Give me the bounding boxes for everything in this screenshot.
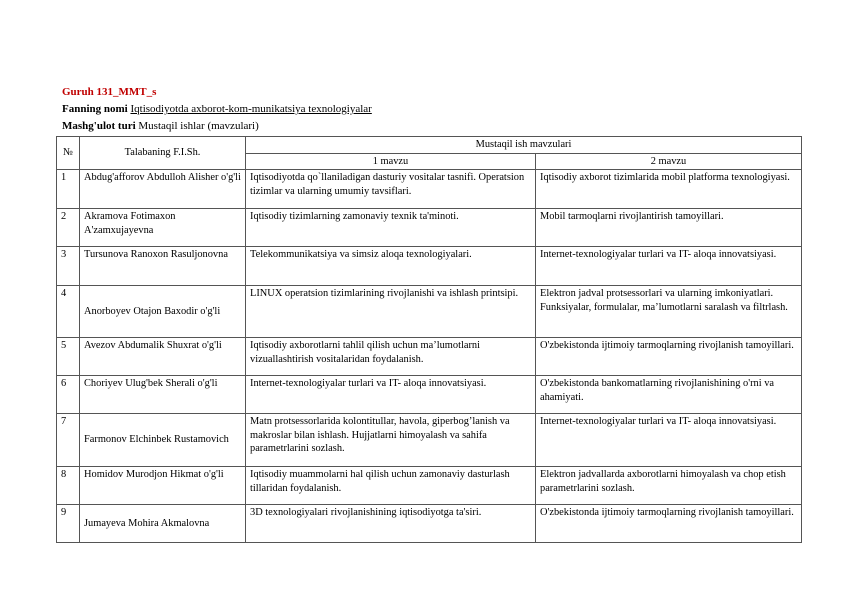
topic-1-cell: Iqtisodiyotda qo`llaniladigan dasturiy vositalar tasnifi. Operatsion tizimlar va ularning umumiy tavsiflari. xyxy=(246,170,536,209)
table-row xyxy=(57,170,802,209)
topic-1-cell: Internet-texnologiyalar turlari va IT- aloqa innovatsiyasi. xyxy=(246,376,536,414)
subject-line xyxy=(62,103,372,115)
topic-1-cell: Iqtisodiy muammolarni hal qilish uchun zamonaviy dasturlash tillaridan foydalanish. xyxy=(246,467,536,505)
header-num: № xyxy=(57,137,80,170)
header-student: Talabaning F.I.Sh. xyxy=(80,137,246,170)
student-name: Abdug'afforov Abdulloh Alisher o'g'li xyxy=(80,170,246,209)
lesson-type-line xyxy=(62,120,259,132)
group-title: Guruh 131_MMT_s xyxy=(62,86,157,98)
table-row xyxy=(57,505,802,543)
student-name: Anorboyev Otajon Baxodir o'g'li xyxy=(80,286,246,338)
topic-1-cell: Iqtisodiy axborotlarni tahlil qilish uchun ma’lumotlarni vizuallashtirish vositalaridan foydalanish. xyxy=(246,338,536,376)
row-number: 8 xyxy=(57,467,80,505)
topic-2-cell: Internet-texnologiyalar turlari va IT- aloqa innovatsiyasi. xyxy=(536,414,802,467)
row-number: 1 xyxy=(57,170,80,209)
student-name: Farmonov Elchinbek Rustamovich xyxy=(80,414,246,467)
lesson-type-value: Mustaqil ishlar (mavzulari) xyxy=(138,120,259,132)
header-topic-1: 1 mavzu xyxy=(246,153,536,170)
topic-2-cell: Elektron jadvallarda axborotlarni himoyalash va chop etish parametrlarini sozlash. xyxy=(536,467,802,505)
topic-1-cell: LINUX operatsion tizimlarining rivojlanishi va ishlash printsipi. xyxy=(246,286,536,338)
subject-value: Iqtisodiyotda axborot-kom-munikatsiya texnologiyalar xyxy=(130,103,372,115)
student-name: Homidov Murodjon Hikmat o'g'li xyxy=(80,467,246,505)
subject-label: Fanning nomi xyxy=(62,103,128,115)
table-row xyxy=(57,286,802,338)
header-topic-2: 2 mavzu xyxy=(536,153,802,170)
student-name: Choriyev Ulug'bek Sherali o'g'li xyxy=(80,376,246,414)
header-topics: Mustaqil ish mavzulari xyxy=(246,137,802,154)
assignments-table xyxy=(56,136,802,543)
row-number: 2 xyxy=(57,209,80,247)
table-row xyxy=(57,247,802,286)
row-number: 3 xyxy=(57,247,80,286)
topic-2-cell: Elektron jadval protsessorlari va ularning imkoniyatlari. Funksiyalar, formulalar, ma’lumotlarni saralash va filtrlash. xyxy=(536,286,802,338)
student-name: Akramova Fotimaxon A'zamxujayevna xyxy=(80,209,246,247)
topic-1-cell: Telekommunikatsiya va simsiz aloqa texnologiyalari. xyxy=(246,247,536,286)
table-row xyxy=(57,467,802,505)
student-name: Tursunova Ranoxon Rasuljonovna xyxy=(80,247,246,286)
row-number: 4 xyxy=(57,286,80,338)
row-number: 5 xyxy=(57,338,80,376)
student-name: Jumayeva Mohira Akmalovna xyxy=(80,505,246,543)
row-number: 9 xyxy=(57,505,80,543)
lesson-type-label: Mashg'ulot turi xyxy=(62,120,136,132)
topic-1-cell: 3D texnologiyalari rivojlanishining iqtisodiyotga ta'siri. xyxy=(246,505,536,543)
topic-1-cell: Iqtisodiy tizimlarning zamonaviy texnik ta'minoti. xyxy=(246,209,536,247)
topic-1-cell: Matn protsessorlarida kolontitullar, havola, giperbog’lanish va makroslar bilan ishlash. Hujjatlarni himoyalash va sahifa parametrlarini sozlash. xyxy=(246,414,536,467)
table-row xyxy=(57,376,802,414)
topic-2-cell: O'zbekistonda ijtimoiy tarmoqlarning rivojlanish tamoyillari. xyxy=(536,505,802,543)
row-number: 6 xyxy=(57,376,80,414)
topic-2-cell: Iqtisodiy axborot tizimlarida mobil platforma texnologiyasi. xyxy=(536,170,802,209)
table-row xyxy=(57,414,802,467)
topic-2-cell: Mobil tarmoqlarni rivojlantirish tamoyillari. xyxy=(536,209,802,247)
topic-2-cell: O'zbekistonda bankomatlarning rivojlanishining o'rni va ahamiyati. xyxy=(536,376,802,414)
topic-2-cell: O'zbekistonda ijtimoiy tarmoqlarning rivojlanish tamoyillari. xyxy=(536,338,802,376)
table-row xyxy=(57,209,802,247)
table-row xyxy=(57,338,802,376)
row-number: 7 xyxy=(57,414,80,467)
topic-2-cell: Internet-texnologiyalar turlari va IT- aloqa innovatsiyasi. xyxy=(536,247,802,286)
student-name: Avezov Abdumalik Shuxrat o'g'li xyxy=(80,338,246,376)
